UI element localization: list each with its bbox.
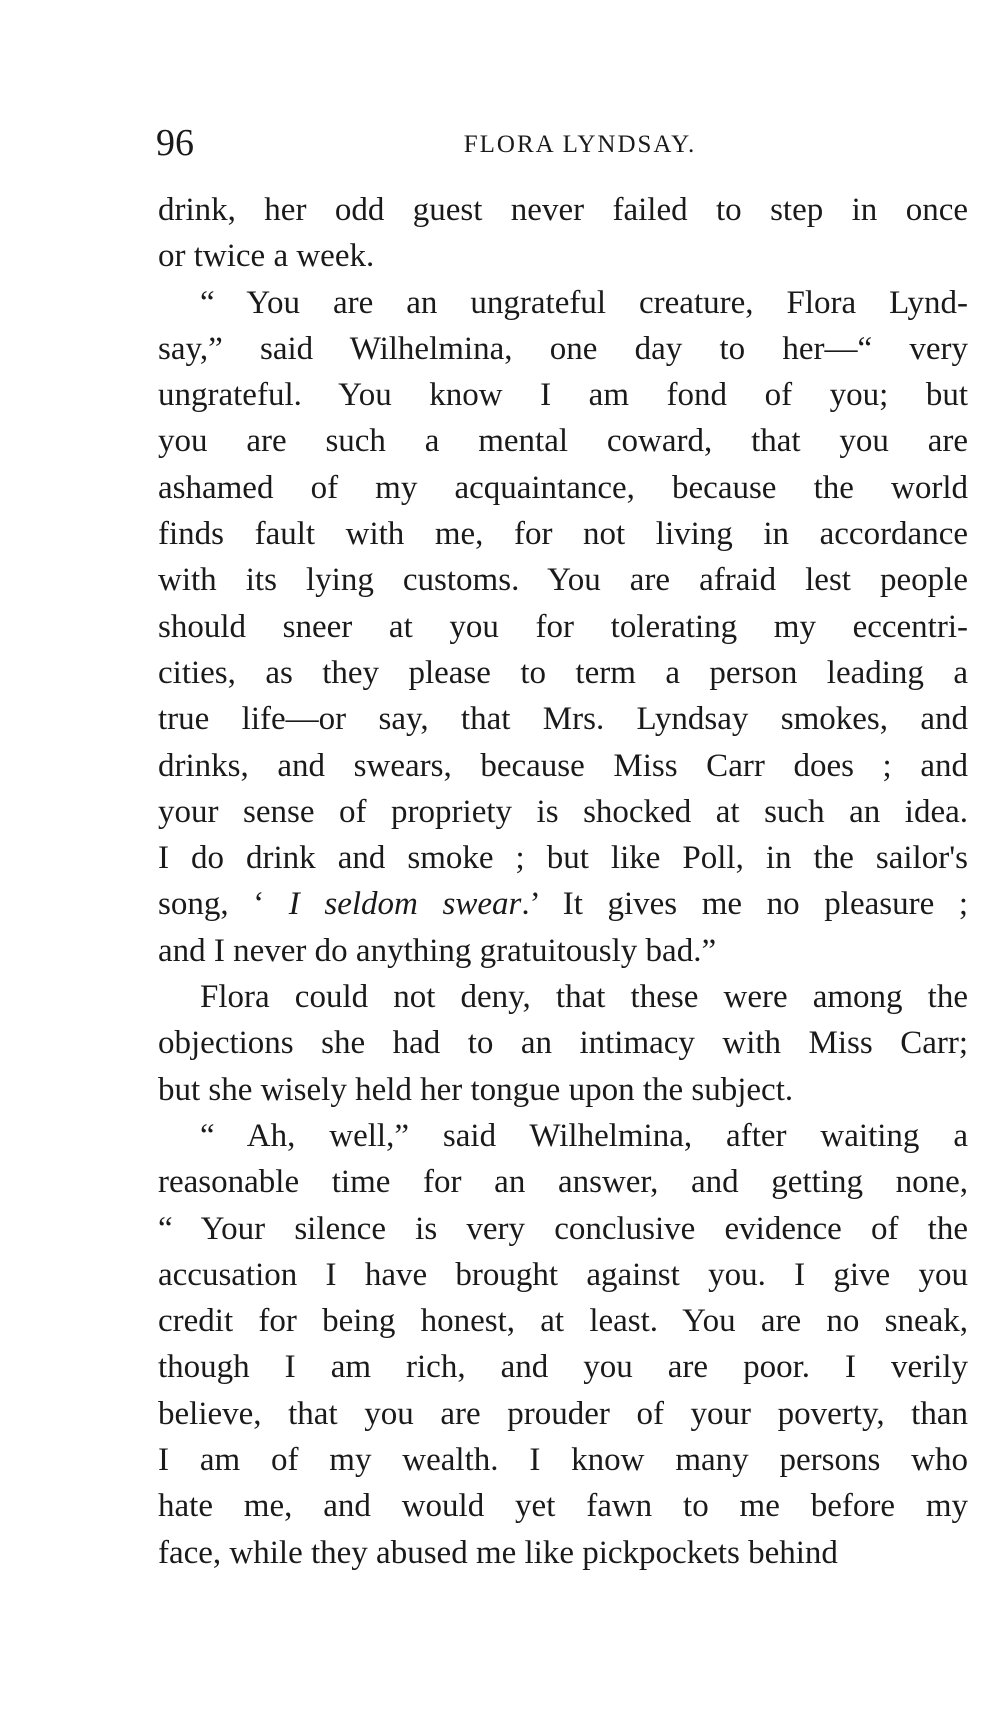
text-line: “ Your silence is very conclusive evidence of the bbox=[158, 1210, 968, 1247]
text-line: should sneer at you for tolerating my eccentri- bbox=[158, 608, 968, 645]
text-line: cities, as they please to term a person leading a bbox=[158, 654, 968, 691]
text-line: drink, her odd guest never failed to step in once bbox=[158, 192, 968, 228]
text-line: true life—or say, that Mrs. Lyndsay smokes, and bbox=[158, 701, 968, 738]
text-line: I do drink and smoke ; but like Poll, in the sailor's bbox=[158, 840, 968, 877]
page-number: 96 bbox=[156, 122, 194, 164]
running-title: FLORA LYNDSAY. bbox=[463, 131, 697, 158]
text-line: hate me, and would yet fawn to me before my bbox=[158, 1488, 968, 1525]
text-line: ashamed of my acquaintance, because the world bbox=[158, 469, 968, 506]
text-line: say,” said Wilhelmina, one day to her—“ very bbox=[158, 330, 968, 367]
text-line: but she wisely held her tongue upon the subject. bbox=[158, 1071, 794, 1108]
paragraph bbox=[158, 974, 968, 1113]
text-line: though I am rich, and you are poor. I verily bbox=[158, 1349, 968, 1386]
text-line: objections she had to an intimacy with Miss Carr; bbox=[158, 1025, 968, 1062]
text-line: Flora could not deny, that these were among the bbox=[200, 979, 968, 1016]
text-line: your sense of propriety is shocked at such an idea. bbox=[158, 793, 968, 830]
text-line: or twice a week. bbox=[158, 238, 375, 275]
text-line: accusation I have brought against you. I give you bbox=[158, 1256, 968, 1293]
text-line: credit for being honest, at least. You are no sneak, bbox=[158, 1303, 968, 1340]
text-line: ungrateful. You know I am fond of you; but bbox=[158, 377, 968, 414]
text-line: drinks, and swears, because Miss Carr does ; and bbox=[158, 747, 968, 784]
text-line: song, ‘ I seldom swear.’ It gives me no pleasure ; bbox=[158, 886, 968, 923]
paragraph bbox=[158, 1113, 968, 1576]
text-line: believe, that you are prouder of your poverty, than bbox=[158, 1395, 968, 1432]
text-line: “ You are an ungrateful creature, Flora Lynd- bbox=[200, 284, 968, 321]
text-line: finds fault with me, for not living in accordance bbox=[158, 516, 968, 553]
text-line: face, while they abused me like pickpockets behind bbox=[158, 1534, 838, 1571]
text-line: you are such a mental coward, that you are bbox=[158, 423, 968, 460]
text-line: and I never do anything gratuitously bad.” bbox=[158, 932, 717, 969]
text-line: I am of my wealth. I know many persons who bbox=[158, 1442, 968, 1479]
text-line: reasonable time for an answer, and getting none, bbox=[158, 1164, 968, 1201]
page-header bbox=[156, 118, 976, 168]
paragraph bbox=[158, 187, 968, 280]
body-text bbox=[158, 187, 968, 1576]
text-line: with its lying customs. You are afraid lest people bbox=[158, 562, 968, 599]
paragraph bbox=[158, 280, 968, 974]
text-line: “ Ah, well,” said Wilhelmina, after waiting a bbox=[200, 1117, 968, 1154]
